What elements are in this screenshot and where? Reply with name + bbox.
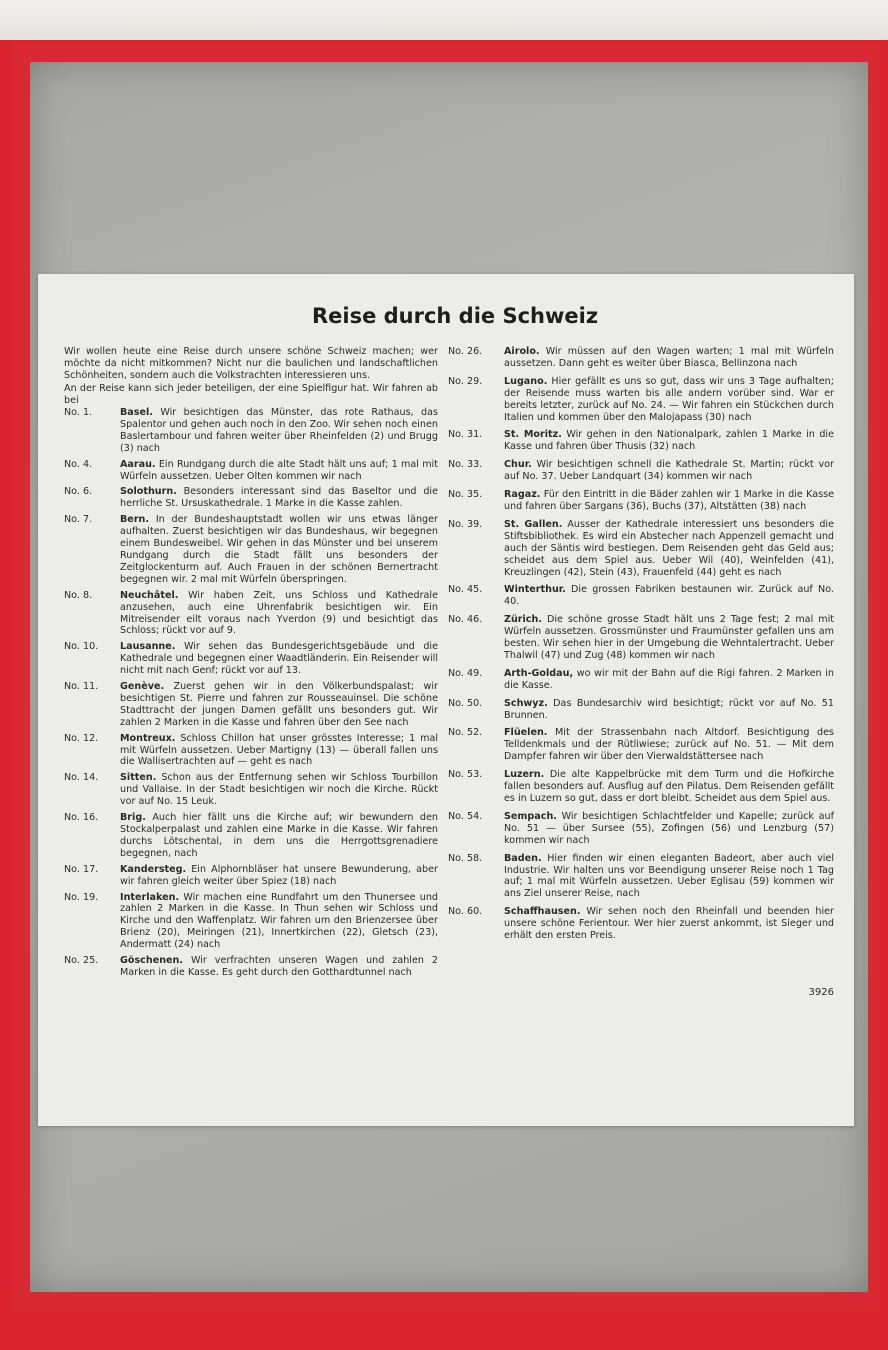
station-place: Aarau. xyxy=(120,458,156,470)
station-entry xyxy=(448,853,834,901)
station-text: Wir sehen das Bundesgerichtsgebäude und die Kathedrale und begegnen einer Waadtländerin. Ein Reisender will nicht mit nach Genf; rückt vor auf 13. xyxy=(120,641,438,677)
station-place: Interlaken. xyxy=(120,891,180,903)
station-place: Neuchâtel. xyxy=(120,589,179,601)
station-number: No. 33. xyxy=(448,459,483,471)
station-number: No. 11. xyxy=(64,681,99,693)
station-text: Hier gefällt es uns so gut, dass wir uns 3 Tage aufhalten; der Reisende muss warten bis alle andern vorüber sind. War er bereits letzter, zurück auf No. 24. — Wir fahren ein Stückchen durch Italien und kommen über den Malojapass (30) nach xyxy=(504,375,834,423)
station-number: No. 39. xyxy=(448,518,483,530)
station-number: No. 26. xyxy=(448,346,483,357)
station-entry xyxy=(64,772,438,808)
station-entry xyxy=(64,812,438,860)
station-number: No. 52. xyxy=(448,727,483,739)
station-description xyxy=(120,641,438,677)
station-entry xyxy=(64,514,438,585)
station-number: No. 25. xyxy=(64,955,99,967)
station-description xyxy=(504,429,834,453)
station-description xyxy=(504,906,834,942)
station-place: Lugano. xyxy=(504,375,548,387)
station-place: Luzern. xyxy=(504,769,545,781)
station-entry xyxy=(64,892,438,952)
station-text: Schon aus der Entfernung sehen wir Schloss Tourbillon und Vallaise. In der Stadt besichtigen wir noch die Kirche. Rückt vor auf No. 15 Leuk. xyxy=(120,772,438,808)
station-entry xyxy=(448,769,834,805)
station-description xyxy=(504,346,834,370)
station-place: St. Moritz. xyxy=(504,429,562,441)
station-description xyxy=(504,668,834,692)
station-number: No. 16. xyxy=(64,812,99,824)
station-entry xyxy=(448,811,834,847)
station-description xyxy=(504,376,834,424)
intro-paragraph: An der Reise kann sich jeder beteiligen, der eine Spielfigur hat. Wir fahren ab bei xyxy=(64,382,438,406)
station-text: Die schöne grosse Stadt hält uns 2 Tage fest; 2 mal mit Würfeln aussetzen. Grossmünster und Fraumünster gefallen uns am besten. Wir sehen hier in der Umgebung die Wehntalertracht. Ueber Thalwil (47) und Zug (48) kommen wir nach xyxy=(504,614,834,661)
station-entry xyxy=(64,864,438,888)
station-text: wo wir mit der Bahn auf die Rigi fahren. 2 Marken in die Kasse. xyxy=(504,667,834,691)
station-number: No. 60. xyxy=(448,906,483,918)
station-place: Ragaz. xyxy=(504,489,541,501)
station-text: Zuerst gehen wir in den Völkerbundspalast; wir besichtigen St. Pierre und fahren zur Rousseauinsel. Die schöne Stadttracht der jungen Damen gefällt uns besonders gut. Wir zahlen 2 Marken in die Kasse und fahren über den See nach xyxy=(120,681,438,728)
station-entry xyxy=(448,584,834,608)
station-place: Sitten. xyxy=(120,772,157,784)
station-entry xyxy=(64,641,438,677)
station-entry xyxy=(448,698,834,722)
station-description xyxy=(120,459,438,483)
station-number: No. 49. xyxy=(448,667,483,679)
station-text: Die grossen Fabriken bestaunen wir. Zurück auf No. 40. xyxy=(504,584,834,608)
station-entry xyxy=(64,733,438,769)
station-description xyxy=(504,853,834,901)
station-entry xyxy=(448,459,834,483)
station-description xyxy=(120,590,438,638)
station-text: Wir besichtigen schnell die Kathedrale St. Martin; rückt vor auf No. 37. Ueber Landquart (34) kommen wir nach xyxy=(504,459,834,483)
station-description xyxy=(120,681,438,729)
left-column xyxy=(64,346,438,983)
station-place: Airolo. xyxy=(504,346,540,357)
rules-sheet xyxy=(38,274,854,1126)
station-number: No. 1. xyxy=(64,407,93,419)
station-text: Ein Alphornbläser hat unsere Bewunderung, aber wir fahren gleich weiter über Spiez (18) nach xyxy=(120,863,438,887)
station-number: No. 8. xyxy=(64,589,93,601)
station-text: Wir verfrachten unseren Wagen und zahlen 2 Marken in die Kasse. Es geht durch den Gotthardtunnel nach xyxy=(120,955,438,978)
station-number: No. 4. xyxy=(64,458,93,470)
station-description xyxy=(120,772,438,808)
station-text: Wir besichtigen Schlachtfelder und Kapelle; zurück auf No. 51 — über Sursee (55), Zofingen (56) und Lenzburg (57) kommen wir nach xyxy=(504,810,834,846)
station-description xyxy=(504,727,834,763)
station-entry xyxy=(448,668,834,692)
station-entry xyxy=(448,614,834,662)
station-number: No. 53. xyxy=(448,769,483,781)
station-text: Die alte Kappelbrücke mit dem Turm und die Hofkirche fallen besonders auf. Ausflug auf den Pilatus. Dem Reisenden gefällt es in Luzern so gut, dass er dort bleibt. Scheidet aus dem Spiel aus. xyxy=(504,769,834,804)
station-place: Kandersteg. xyxy=(120,863,187,875)
right-column xyxy=(448,346,834,983)
station-text: Schloss Chillon hat unser grösstes Interesse; 1 mal mit Würfeln aussetzen. Ueber Martigny (13) — überall fallen uns die Wallisertrachten auf — geht es nach xyxy=(120,732,438,768)
station-place: Brig. xyxy=(120,812,146,824)
station-text: Besonders interessant sind das Baseltor und die herrliche St. Ursuskathedrale. 1 Marke in die Kasse zahlen. xyxy=(120,486,438,510)
station-entry xyxy=(448,489,834,513)
station-text: Wir müssen auf den Wagen warten; 1 mal mit Würfeln aussetzen. Dann geht es weiter über Biasca, Bellinzona nach xyxy=(504,346,834,369)
station-entry xyxy=(64,955,438,979)
station-number: No. 10. xyxy=(64,641,99,653)
station-description xyxy=(120,812,438,860)
station-description xyxy=(120,955,438,979)
station-text: Wir sehen noch den Rheinfall und beenden hier unsere schöne Ferientour. Wer hier zuerst ankommt, ist Sieger und erhält den ersten Preis. xyxy=(504,906,834,942)
station-description xyxy=(504,459,834,483)
station-number: No. 31. xyxy=(448,429,483,441)
station-text: Ein Rundgang durch die alte Stadt hält uns auf; 1 mal mit Würfeln aussetzen. Ueber Olten kommen wir nach xyxy=(120,458,438,482)
station-text: Für den Eintritt in die Bäder zahlen wir 1 Marke in die Kasse und fahren über Sargans (36), Buchs (37), Altstätten (38) nach xyxy=(504,489,834,512)
station-text: Wir gehen in den Nationalpark, zahlen 1 Marke in die Kasse und fahren über Thusis (32) nach xyxy=(504,429,834,453)
station-description xyxy=(120,733,438,769)
station-place: Zürich. xyxy=(504,614,542,626)
station-number: No. 50. xyxy=(448,697,483,709)
station-description xyxy=(120,514,438,585)
station-entry xyxy=(448,519,834,579)
station-place: Lausanne. xyxy=(120,641,176,653)
station-entry xyxy=(448,727,834,763)
station-text: In der Bundeshauptstadt wollen wir uns etwas länger aufhalten. Zuerst besichtigen wir das Bundeshaus, wir begegnen einem Bundesweibel. Wir gehen in das Münster und bei unserem Rundgang durch die Stadt fällt uns besonders der Zeitglockenturm auf. Auch Frauen in der schönen Bernertracht begegnen wir. 2 mal mit Würfeln überspringen. xyxy=(120,514,438,585)
station-number: No. 45. xyxy=(448,584,483,596)
station-description xyxy=(120,407,438,455)
station-number: No. 58. xyxy=(448,852,483,864)
station-description xyxy=(120,864,438,888)
station-description xyxy=(504,519,834,579)
station-place: Chur. xyxy=(504,459,532,471)
station-number: No. 17. xyxy=(64,863,99,875)
station-place: St. Gallen. xyxy=(504,518,563,530)
station-entry xyxy=(448,376,834,424)
station-description xyxy=(504,614,834,662)
station-text: Das Bundesarchiv wird besichtigt; rückt vor auf No. 51 Brunnen. xyxy=(504,697,834,721)
sheet-title: Reise durch die Schweiz xyxy=(311,304,599,328)
station-entry xyxy=(64,407,438,455)
station-entry xyxy=(448,906,834,942)
station-place: Schaffhausen. xyxy=(504,906,581,918)
station-place: Schwyz. xyxy=(504,697,548,709)
station-entry xyxy=(64,459,438,483)
station-place: Montreux. xyxy=(120,732,176,744)
station-place: Bern. xyxy=(120,514,150,526)
station-description xyxy=(504,769,834,805)
intro-paragraph: Wir wollen heute eine Reise durch unsere schöne Schweiz machen; wer möchte da nicht mitkommen? Nicht nur die baulichen und landschaftlichen Schönheiten, sondern auch die Volkstrachten interessieren uns. xyxy=(64,346,438,382)
station-number: No. 12. xyxy=(64,732,99,744)
station-description xyxy=(504,584,834,608)
station-text: Auch hier fällt uns die Kirche auf; wir bewundern den Stockalperpalast und zahlen eine Marke in die Kasse. Wir fahren durchs Lötschental, in dem uns die Herrgottsgrenadiere begegnen, nach xyxy=(120,812,438,859)
station-place: Baden. xyxy=(504,852,542,864)
station-entry xyxy=(64,590,438,638)
station-entry xyxy=(448,346,834,370)
station-number: No. 35. xyxy=(448,489,483,501)
product-code: 3926 xyxy=(808,986,834,998)
station-place: Basel. xyxy=(120,407,153,419)
box-rim xyxy=(0,0,888,40)
station-text: Hier finden wir einen eleganten Badeort, aber auch viel Industrie. Wir halten uns vor Beendigung unserer Reise noch 1 Tag auf; 1 mal mit Würfeln aussetzen. Ueber Eglisau (59) kommen wir ans Ziel unserer Reise, nach xyxy=(504,852,834,900)
station-description xyxy=(120,892,438,952)
station-description xyxy=(120,486,438,510)
station-place: Göschenen. xyxy=(120,955,184,967)
station-text: Mit der Strassenbahn nach Altdorf. Besichtigung des Telldenkmals und der Rütliwiese; zurück auf No. 51. — Mit dem Dampfer fahren wir über den Vierwaldstättersee nach xyxy=(504,727,834,763)
station-place: Flüelen. xyxy=(504,727,548,739)
station-number: No. 46. xyxy=(448,614,483,626)
station-number: No. 6. xyxy=(64,486,93,498)
station-number: No. 54. xyxy=(448,810,483,822)
station-number: No. 19. xyxy=(64,891,99,903)
station-text: Wir machen eine Rundfahrt um den Thunersee und zahlen 2 Marken in die Kasse. In Thun sehen wir Schloss und Kirche und den Waffenplatz. Wir fahren um den Brienzersee über Brienz (20), Meiringen (21), Innertkirchen (22), Gletsch (23), Andermatt (24) nach xyxy=(120,891,438,951)
station-text: Wir haben Zeit, uns Schloss und Kathedrale anzusehen, auch eine Uhrenfabrik besichtigen wir. Ein Mitreisender eilt voraus nach Yverdon (9) und besichtigt das Schloss; rückt vor auf 9. xyxy=(120,589,438,637)
station-entry xyxy=(64,681,438,729)
station-number: No. 29. xyxy=(448,375,483,387)
station-entry xyxy=(64,486,438,510)
station-place: Arth-Goldau, xyxy=(504,667,574,679)
station-number: No. 14. xyxy=(64,772,99,784)
columns xyxy=(64,346,838,983)
station-place: Sempach. xyxy=(504,810,557,822)
station-description xyxy=(504,489,834,513)
station-description xyxy=(504,811,834,847)
station-entry xyxy=(448,429,834,453)
station-place: Solothurn. xyxy=(120,486,177,498)
station-place: Genève. xyxy=(120,681,165,693)
station-text: Ausser der Kathedrale interessiert uns besonders die Stiftsbibliothek. Es wird ein Abstecher nach Appenzell gemacht und auch der Säntis wird bestiegen. Dem Reisenden geht das Geld aus; scheidet aus dem Spiel aus. Ueber Wil (40), Weinfelden (41), Kreuzlingen (42), Stein (43), Frauenfeld (44) geht es nach xyxy=(504,518,834,578)
station-text: Wir besichtigen das Münster, das rote Rathaus, das Spalentor und gehen auch noch in den Zoo. Wir sehen noch einen Baslertambour und fahren weiter über Rheinfelden (2) und Brugg (3) nach xyxy=(120,407,438,454)
station-description xyxy=(504,698,834,722)
station-number: No. 7. xyxy=(64,514,93,526)
station-place: Winterthur. xyxy=(504,584,566,596)
